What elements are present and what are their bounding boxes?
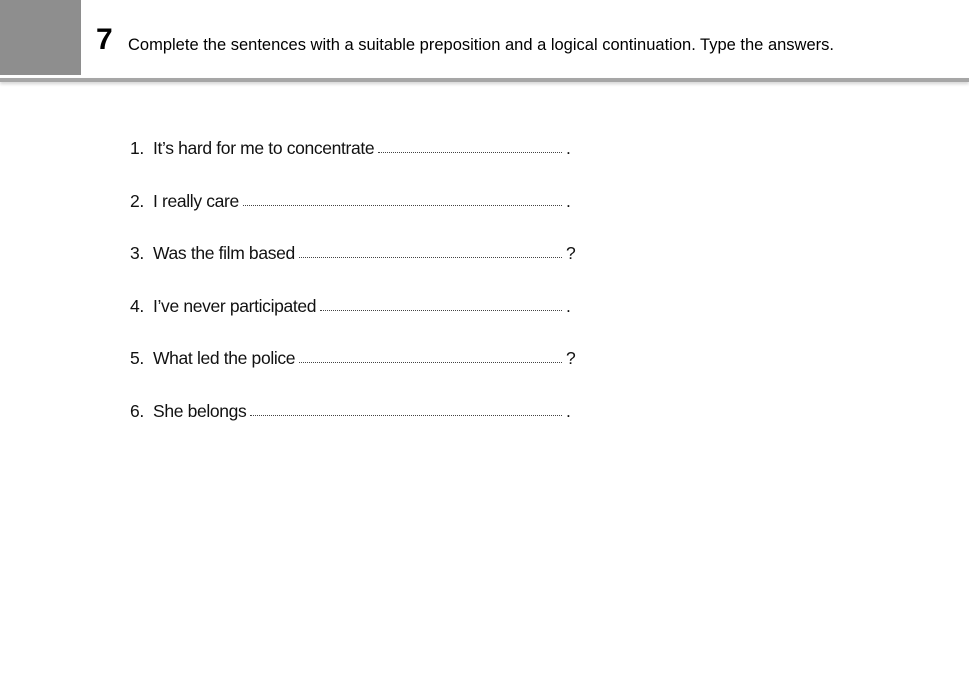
exercise-item-2 [130,191,574,244]
exercise-item-3 [130,243,574,296]
exercise-items-list [130,138,574,454]
answer-blank[interactable] [320,308,562,311]
item-sentence-start: I’ve never participated [153,295,317,316]
item-sentence-start: She belongs [153,400,247,421]
exercise-item-5 [130,348,574,401]
answer-blank[interactable] [299,360,562,363]
answer-blank[interactable] [243,203,562,206]
exercise-item-4 [130,296,574,349]
item-number: 1. [130,138,144,158]
item-sentence-start: I really care [153,190,239,211]
item-sentence-start: It’s hard for me to concentrate [153,138,375,158]
answer-blank[interactable] [250,413,562,416]
item-number: 4. [130,295,144,316]
exercise-instruction: Complete the sentences with a suitable preposition and a logical continuation. Type the answers. [128,36,834,54]
exercise-number: 7 [96,23,113,56]
item-number: 3. [130,243,144,264]
header-divider [0,78,969,82]
item-end-punctuation: ? [566,243,576,264]
item-end-punctuation: . [566,190,571,211]
item-end-punctuation: ? [566,348,576,369]
item-end-punctuation: . [566,295,571,316]
answer-blank[interactable] [299,255,562,258]
answer-blank[interactable] [378,150,562,153]
item-number: 2. [130,190,144,211]
item-end-punctuation: . [566,138,571,158]
item-number: 6. [130,400,144,421]
header-color-block [0,0,81,75]
item-end-punctuation: . [566,400,571,421]
exercise-item-6 [130,401,574,454]
item-sentence-start: What led the police [153,348,296,369]
exercise-item-1 [130,138,574,191]
item-number: 5. [130,348,144,369]
item-sentence-start: Was the film based [153,243,295,264]
